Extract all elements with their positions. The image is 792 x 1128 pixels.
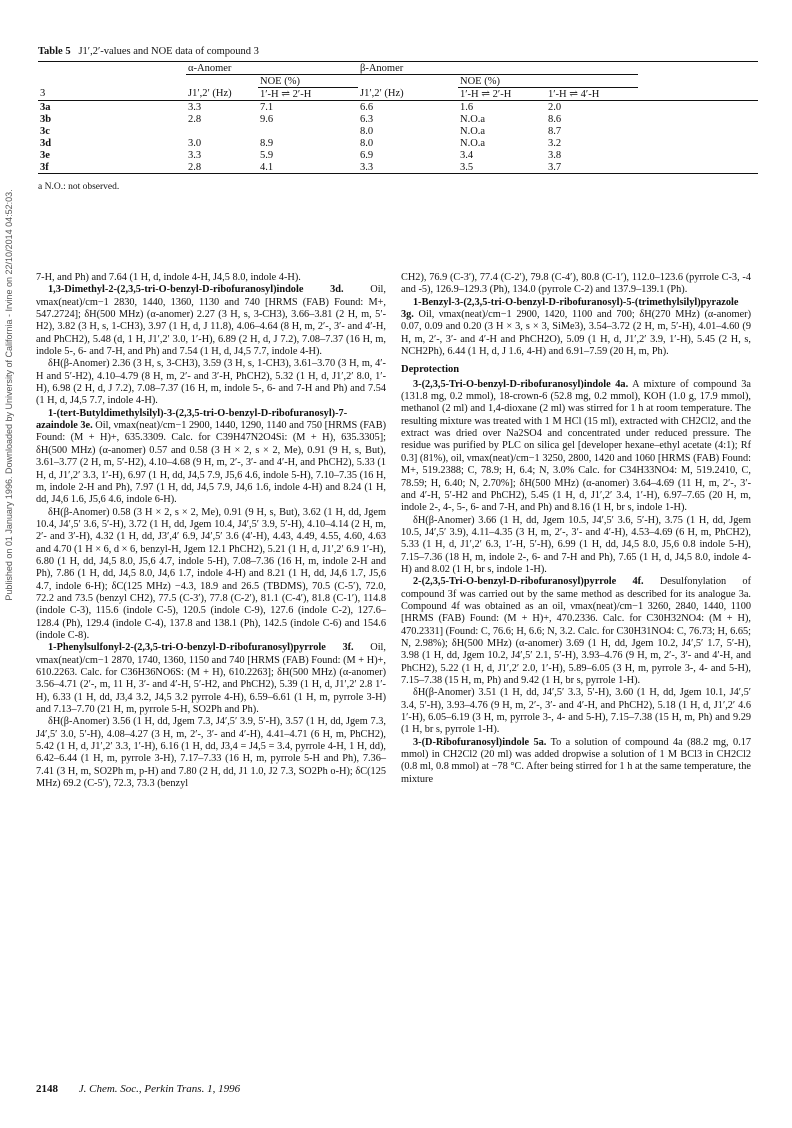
paragraph-text: δH(β-Anomer) 0.58 (3 H × 2, s × 2, Me), 0.91 (9 H, s, But), 3.62 (1 H, dd, Jgem 10.4, J4′,5′ 3.6, 5′-H), 3.72 (1 H, dd, Jgem 10.4, J4′,5′ 3.9, 5′-H), 4.10–4.14 (2 H, m, 2′- and 3′-H), 4.32 (1 H, dd, J3′,4′ 6.9, J4′,5′ 3.6 (4′-H), 4.43, 4.49, 4.55, 4.60, 4.63 and 4.70 (1 H × 6, d × 6, benzyl-H, Jgem 12.1 PhCH2), 5.21 (1 H, d, J1′,2′ 6.9 1′-H), 6.80 (1 H, dd, J4,5 8.0, J5,6 4.7, indole 5-H), 7.08–7.36 (16 H, m, indole 2-H and Ph), 7.86 (1 H, dd, J4,5 8.0, J4,6 1.7, indole 4-H) and 8.21 (1 H, dd, J4,6 1.7, J5,6 4.7, indole 6-H); δC(125 MHz) −4.3, 18.9 and 26.5 (TBDMS), 70.5 (C-5′), 72.0, 72.2 and 73.5 (benzyl CH2), 77.5 (C-3′), 77.8 (C-2′), 81.1 (C-4′), 81.8 (C-1′), 114.8 (indole C-3), 115.6 (indole C-5), 120.5 (indole C-9), 127.6 (indole C-2), 127.6–128.4 (Ph), 129.4 (indole C-4), 137.8 and 138.1 (Ph), 142.5 (indole C-6) and 154.6 (indole C-8). (36, 506, 386, 641)
beta-anomer-header: β-Anomer (358, 62, 638, 75)
col-j-beta: J1′,2′ (Hz) (358, 88, 458, 101)
table-cell: 8.9 (260, 137, 274, 149)
paragraph-text: To a solution of compound 4a (88.2 mg, 0.17 mmol) in CH2Cl2 (20 ml) was added dropwise a solution of 1 M BCl3 in CH2Cl2 (0.8 ml, 0.8 mmol) at −78 °C. After being stirred for 1 h at the same temperature, the mixture (401, 736, 752, 785)
compound-heading: 1,3-Dimethyl-2-(2,3,5-tri-O-benzyl-D-ribofuranosyl)indole 3d. (48, 284, 344, 296)
paragraph-text: Desulfonylation of compound 3f was carried out by the same method as described for its analogue 3a. Compound 4f was obtained as an oil, νmax(neat)/cm−1 3260, 2840, 1440, 1100 [HRMS (FAB) Found: (M + H)+, 470.2336. Calc. for C30H32NO4: (M + H), 470.2331] (Found: C, 76.6; H, 6.6; N, 3.2. Calc. for C30H31NO4: C, 76.73; H, 6.65; N, 2.98%); δH(500 MHz) (α-anomer) 3.69 (1 H, dd, Jgem 10.2, J4′,5′ 1.7, 5′-H), 3.98 (1 H, dd, Jgem 10.2, J4′,5′ 2.1, 5′-H), 3.93–4.76 (9 H, m, 2′-, 3′- and 4′-H, and PhCH2), 5.22 (1 H, d, J1′,2′ 2.0, 1′-H), 5.89–6.05 (3 H, m, pyrrole 3-, 4- and 5-H), 7.15–7.38 (15 H, m, Ph) and 9.42 (1 H, br s, pyrrole 1-H). (401, 576, 751, 686)
table-cell: N.O.a (460, 125, 486, 137)
table-header (38, 62, 758, 101)
paragraph-text: δH(β-Anomer) 2.36 (3 H, s, 3-CH3), 3.59 (3 H, s, 1-CH3), 3.61–3.70 (3 H, m, 4′-H and 5′-H2), 4.10–4.79 (8 H, m, 2′- and 3′-H, PhCH2), 5.32 (1 H, d, J1′,2′ 8.0, 1′-H), 6.98 (2 H, d, J 7.2), 7.08–7.37 (16 H, m, indole 5-, 6- and 7-H and Ph) and 7.54 (1 H, d, J4,5 7.7, indole 4-H). (36, 358, 386, 407)
table-cell: 3a (40, 101, 51, 113)
table-cell: N.O.a (460, 113, 486, 125)
table-cell: 6.3 (360, 113, 374, 125)
paragraph (401, 576, 751, 687)
table-cell: 3e (40, 149, 50, 161)
paragraph (36, 284, 386, 358)
table-cell: 8.6 (548, 113, 562, 125)
compound-heading: 3-(D-Ribofuranosyl)indole 5a. (413, 736, 547, 748)
table-row (38, 113, 758, 125)
paragraph (401, 687, 751, 736)
table-row (38, 161, 758, 174)
page-footer (36, 1083, 240, 1095)
paragraph-text: 7-H, and Ph) and 7.64 (1 H, d, indole 4-H, J4,5 8.0, indole 4-H). (36, 272, 301, 283)
col-noe-beta-2: 1′-H ⇌ 4′-H (546, 88, 638, 101)
paragraph (401, 737, 751, 786)
paragraph (401, 297, 751, 359)
paragraph (401, 379, 751, 515)
table-cell: 3c (40, 125, 50, 137)
table-cell: 3.3 (188, 101, 202, 113)
table-cell: 3d (40, 137, 52, 149)
table-cell: 2.0 (548, 101, 562, 113)
paragraph-text: δH(β-Anomer) 3.51 (1 H, dd, J4′,5′ 3.3, 5′-H), 3.60 (1 H, dd, Jgem 10.1, J4′,5′ 3.4, 5′-H), 3.93–4.76 (9 H, m, 2′-, 3′- and 4′-H, and PhCH2), 5.18 (1 H, d, J1′,2′ 4.6 1′-H), 6.05–6.19 (3 H, m, pyrrole 3-, 4- and 5-H), 7.15–7.38 (15 H, m, Ph) and 9.29 (1 H, br s, pyrrole 1-H). (401, 687, 751, 736)
table-row (38, 149, 758, 161)
table-cell (258, 125, 358, 137)
compound-heading: 2-(2,3,5-Tri-O-benzyl-D-ribofuranosyl)pyrrole 4f. (413, 576, 644, 588)
table-cell (186, 125, 258, 137)
table-cell: 7.1 (260, 101, 274, 113)
table-cell: N.O.a (460, 137, 486, 149)
table-5 (38, 46, 758, 192)
table-row (38, 137, 758, 149)
paragraph-text: δH(β-Anomer) 3.66 (1 H, dd, Jgem 10.5, J4′,5′ 3.6, 5′-H), 3.75 (1 H, dd, Jgem 10.5, J4′,5′ 3.9), 4.11–4.35 (3 H, m, 2′-, 3′- and 4′-H), 4.53–4.69 (6 H, m, PhCH2), 5.33 (1 H, d, J1′,2′ 6.3, 1′-H, 5′-H), 6.99 (1 H, dd, J4,5 8.0, J5,6 0.8 indole 5-H), 7.15–7.36 (18 H, m, indole 2-, 6- and 7-H and Ph), 7.65 (1 H, d, J4,5 8.0, indole 4-H) and 8.02 (1 H, br s, indole 1-H). (401, 514, 751, 575)
col-j-alpha: J1′,2′ (Hz) (186, 88, 258, 101)
table-cell: 3f (38, 161, 186, 174)
table-body (38, 101, 758, 174)
paragraph (36, 507, 386, 643)
table-cell: 3.2 (548, 137, 562, 149)
table-cell: 3.5 (458, 161, 546, 174)
table-cell: 1.6 (460, 101, 474, 113)
table-cell: 6.6 (360, 101, 374, 113)
col-noe-alpha: 1′-H ⇌ 2′-H (258, 88, 358, 101)
table-cell: 3.0 (188, 137, 202, 149)
table-caption-text: J1′,2′-values and NOE data of compound 3 (78, 46, 259, 57)
noe-alpha-header: NOE (%) (258, 75, 358, 88)
table-cell: 3.4 (460, 149, 474, 161)
table-cell: 3.8 (548, 149, 562, 161)
download-notice: Published on 01 January 1996. Downloaded by University of California - Irvine on 22/10/2014 04:52:03. (4, 189, 14, 601)
table-caption (38, 46, 758, 57)
table-row (38, 101, 758, 114)
paragraph (401, 515, 751, 577)
paragraph-text: Oil, νmax(neat)/cm−1 2870, 1740, 1360, 1150 and 740 [HRMS (FAB) Found: (M + H)+, 610.2263. Calc. for C36H36NO6S: (M + H), 610.2263]; δH(500 MHz) (α-anomer) 3.56–4.71 (2′-, m, 11 H, 3′- and 4′-H, 5′-H2, and PhCH2), 5.39 (1 H, d, J1′,2′ 2.8 1′-H), 6.33 (1 H, dd, J3,4 3.2, J4,5 3.2 pyrrole 4-H), 6.59–6.61 (1 H, m, pyrrole 3-H) and 7.13–7.70 (21 H, m, pyrrole 5-H, SO2Ph and Ph). (36, 642, 386, 716)
section-heading: Deprotection (401, 364, 460, 376)
col-noe-beta-1: 1′-H ⇌ 2′-H (458, 88, 546, 101)
compound-heading: 1-(tert-Butyldimethylsilyl)-3-(2,3,5-tri-O-benzyl-D-ribofuranosyl)-7-azaindole 3e. (36, 407, 348, 432)
col-compound: 3 (38, 88, 186, 101)
journal-citation: J. Chem. Soc., Perkin Trans. 1, 1996 (78, 1083, 241, 1095)
paragraph (36, 358, 386, 407)
table-cell: 3b (40, 113, 52, 125)
paragraph-text: A mixture of compound 3a (131.8 mg, 0.2 mmol), 18-crown-6 (52.8 mg, 0.2 mmol), KOH (1.0 g, 17.9 mmol), methanol (2 ml) and 1,4-dioxane (2 ml) was stirred for 1 h at room temperature. The resulting mixture was treated with 1 M HCl (15 ml), extracted with CH2Cl2, and the extract was dried over Na2SO4 and concentrated under reduced pressure. The residue was purified by PLC on silica gel [developer hexane–ethyl acetate (4:1); Rf 0.3] (81%), oil, νmax(neat)/cm−1 3250, 2800, 1420 and 1060 [HRMS (FAB) Found: M+, 519.2388; C, 78.9; H, 6.4; N, 3.0% Calc. for C34H33NO4: M, 519.2410, C, 78.59; H, 6.40; N, 2.70%]; δH(500 MHz) (α-anomer) 3.64–4.69 (11 H, m, 2′-, 3′- and 4′-H, 5′-H2 and PhCH2), 5.45 (1 H, d, J1′,2′ 3.4, 1′-H), 6.97–7.65 (20 H, m, indole 2-, 4-, 5-, 6- and 7-H, and Ph) and 8.16 (1 H, br s, indole 1-H). (401, 378, 752, 514)
noe-beta-header: NOE (%) (458, 75, 638, 88)
table-footnote: a N.O.: not observed. (38, 182, 120, 192)
download-watermark (0, 110, 18, 690)
compound-heading: 1-Benzyl-3-(2,3,5-tri-O-benzyl-D-ribofuranosyl)-5-(trimethylsilyl)pyrazole 3g. (401, 296, 739, 321)
table-cell: 4.1 (258, 161, 358, 174)
table-cell: 3.3 (188, 149, 202, 161)
table-cell: 3.7 (546, 161, 638, 174)
paragraph-text: Oil, νmax(neat)/cm−1 2900, 1440, 1290, 1140 and 750 [HRMS (FAB) Found: (M + H)+, 635.3309. Calc. for C39H47N2O4Si: (M + H), 635.3305]; δH(500 MHz) (α-anomer) 0.57 and 0.58 (3 H × 2, s × 2, Me), 0.91 (9 H, s, But), 3.61–3.77 (2 H, m, 5′-H2), 4.10–4.68 (9 H, m, 2′-, 3′- and 4′-H, and PhCH2), 5.33 (1 H, d, J1′,2′ 3.3, 1′-H), 6.97 (1 H, dd, J4,5 7.9, J5,6 4.6, indole 5-H), 7.10–7.35 (16 H, m, indole 2-H and Ph), 7.97 (1 H, dd, J4,5 7.9, J4,6 1.6, indole 4-H) and 8.24 (1 H, dd, J4,6 1.6, J5,6 4.6, indole 6-H). (36, 420, 386, 506)
table-cell: 8.7 (548, 125, 562, 137)
paragraph (401, 272, 751, 297)
left-column (36, 272, 386, 790)
paragraph (36, 272, 386, 284)
table-cell: 2.8 (186, 161, 258, 174)
table-cell: 8.0 (360, 125, 374, 137)
paragraph (36, 408, 386, 507)
paragraph-text: δH(β-Anomer) 3.56 (1 H, dd, Jgem 7.3, J4′,5′ 3.9, 5′-H), 3.57 (1 H, dd, Jgem 7.3, J4′,5′ 3.0, 5′-H), 4.08–4.27 (3 H, m, 2′-, 3′- and 4′-H), 4.41–4.71 (6 H, m, PhCH2), 5.42 (1 H, d, J1′,2′ 3.3, 1′-H), 6.16 (1 H, dd, J3,4 = J4,5 = 3.4, pyrrole 4-H, 1 H, dd), 6.42–6.44 (1 H, m, pyrrole 3-H), 7.17–7.33 (16 H, m, pyrrole 5-H and Ph), 7.36–7.41 (3 H, m, SO2Ph m, p-H) and 7.80 (2 H, dd, J1 1.0, J2 7.3, SO2Ph o-H); δC(125 MHz) 69.2 (C-5′), 72.3, 73.3 (benzyl (36, 716, 386, 790)
table-cell: 6.9 (360, 149, 374, 161)
noe-table (38, 61, 758, 174)
alpha-anomer-header: α-Anomer (186, 62, 358, 75)
compound-heading: 1-Phenylsulfonyl-2-(2,3,5-tri-O-benzyl-D-ribofuranosyl)pyrrole 3f. (48, 642, 354, 654)
table-cell: 9.6 (260, 113, 274, 125)
table-cell: 5.9 (260, 149, 274, 161)
paragraph-text: CH2), 76.9 (C-3′), 77.4 (C-2′), 79.8 (C-4′), 80.8 (C-1′), 112.0–123.6 (pyrrole C-3, -4 and -5), 126.9–129.3 (Ph), 134.0 (pyrrole C-2) and 137.9–139.1 (Ph). (401, 272, 751, 296)
table-row (38, 125, 758, 137)
paragraph (36, 642, 386, 716)
table-cell: 3.3 (358, 161, 458, 174)
table-label: Table 5 (38, 46, 71, 57)
compound-heading: 3-(2,3,5-Tri-O-benzyl-D-ribofuranosyl)indole 4a. (413, 378, 629, 390)
paragraph-text: Oil, νmax(neat)/cm−1 2900, 1420, 1100 and 700; δH(270 MHz) (α-anomer) 0.07, 0.09 and 0.20 (3 H × 3, s × 3, SiMe3), 3.54–3.72 (2 H, m, 5′-H), 4.01–4.60 (9 H, m, 2′-, 3′- and 4′-H and PhCH2O), 5.09 (1 H, d, J1′,2′ 3.9, 1′-H), 5.45 (2 H, s, NCH2Ph), 6.44 (1 H, d, J 1.6, 4-H) and 6.91–7.59 (20 H, m, Ph). (401, 309, 751, 358)
table-cell: 8.0 (360, 137, 374, 149)
paragraph-text: Oil, νmax(neat)/cm−1 2830, 1440, 1360, 1130 and 740 [HRMS (FAB) Found: M+, 547.2724]; δH(500 MHz) (α-anomer) 2.27 (3 H, s, 3-CH3), 3.66–3.81 (2 H, m, 5′-H2), 3.82 (3 H, s, 1-CH3), 3.97 (1 H, d, J 11.8), 4.06–4.64 (8 H, m, 2′-, 3′- and 4′-H, and PhCH2), 5.48 (d, 1 H, J1′,2′ 3.0, 1′-H), 6.89 (2 H, d, J 7.2), 7.08–7.37 (16 H, m, indole 5-, 6- and 7-H, and Ph) and 7.54 (1 H, d, J4,5 7.7, indole 4-H). (36, 284, 386, 358)
right-column (401, 272, 751, 786)
page-number: 2148 (36, 1083, 58, 1095)
table-cell: 2.8 (188, 113, 202, 125)
paragraph (36, 716, 386, 790)
